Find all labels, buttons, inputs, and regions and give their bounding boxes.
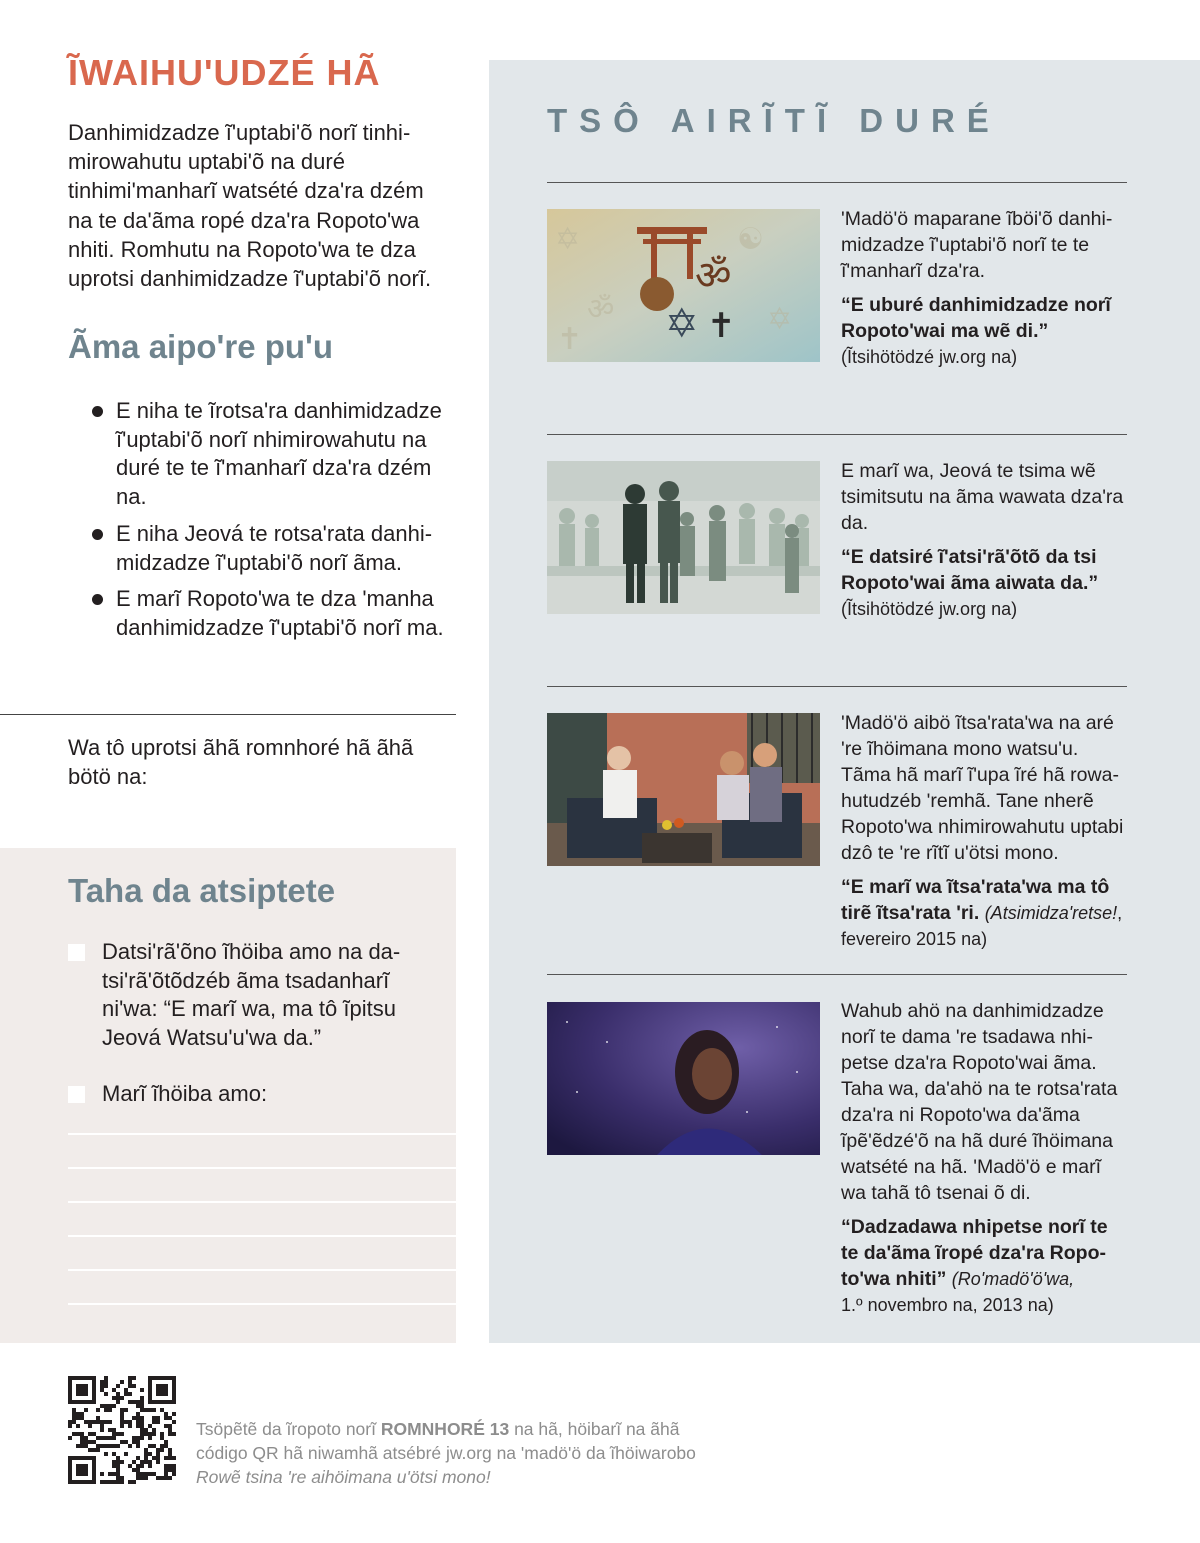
source-date: , fevereiro 2015 na) (841, 903, 1123, 949)
bullet-icon (92, 594, 103, 605)
item-quote[interactable] (841, 544, 1129, 622)
item-quote[interactable] (841, 1214, 1129, 1318)
todo-item-1 (68, 938, 438, 1052)
item-description: 'Madö'ö maparane ĩböi'õ danhimidzadze ĩ'uptabi'õ norĩ te te ĩ'manharĩ dza'ra. (841, 208, 1113, 282)
footer-book-title: Rowẽ tsina 're aihöimana u'ötsi mono! (196, 1467, 491, 1487)
item-description: E marĩ wa, Jeová te tsima wẽ tsimitsutu na ãma wawata dza'ra da. (841, 460, 1124, 534)
woman-night-sky-image[interactable] (547, 1002, 820, 1155)
divider (0, 714, 456, 715)
footer-lesson-ref: ROMNHORÉ 13 (380, 1419, 510, 1439)
svg-text:✡: ✡ (767, 302, 793, 337)
svg-text:ॐ: ॐ (695, 253, 732, 299)
quote-text: “E marĩ wa ĩtsa'rata'wa ma tô tirẽ ĩtsa'rata 'ri. (841, 876, 1110, 924)
question-list (88, 397, 454, 651)
footer-note (196, 1417, 696, 1489)
intro-paragraph: Danhimidzadze ĩ'uptabi'õ norĩ tinhimirowahutu uptabi'õ na duré tinhimi'manharĩ watsété dza'ra dzém na te da'ãma ropé dza'ra Ropoto'wa nhiti. Romhutu na Ropoto'wa te dza uprotsi danhimidzadze ĩ'uptabi'õ norĩ. (68, 120, 432, 292)
related-item-1 (841, 206, 1129, 370)
list-item (88, 585, 454, 642)
quote-text: “E datsiré ĩ'atsi'rã'õtõ da tsi Ropoto'wai ãma aiwata da.” (841, 546, 1099, 594)
footer-text-start: Tsöpẽtẽ da ĩropoto norĩ (196, 1419, 381, 1439)
footer-text-mid: na hã, höibarĩ na ãhã código QR hã niwamhã atsébré jw.org na 'madö'ö da ĩhöiwarobo (196, 1419, 696, 1463)
quote-source: (Ĩtsihötödzé jw.org na) (841, 599, 1018, 619)
source-publication: (Atsimidza'retse! (984, 903, 1118, 923)
quote-source: (Ĩtsihötödzé jw.org na) (841, 347, 1018, 367)
related-item-2 (841, 458, 1129, 622)
todo-item-text: Marĩ ĩhöiba amo: (102, 1081, 268, 1106)
quote-text: “E uburé danhimidzadze norĩ Ropoto'wai ma wẽ di.” (841, 294, 1111, 342)
item-quote[interactable] (841, 874, 1129, 952)
divider (547, 686, 1127, 687)
religions-symbols-image[interactable] (547, 209, 820, 362)
write-line[interactable] (68, 1201, 456, 1203)
todo-title: Taha da atsiptete (68, 872, 336, 909)
checkbox[interactable] (68, 944, 85, 961)
write-line[interactable] (68, 1269, 456, 1271)
bullet-icon (92, 406, 103, 417)
write-line[interactable] (68, 1167, 456, 1169)
write-line[interactable] (68, 1133, 456, 1135)
todo-item-2 (68, 1080, 438, 1109)
item-description: Wahub ahö na danhimidzadze norĩ te dama 're tsadawa nhipetse dza'ra Ropoto'wai ãma. Taha wa, da'ahö na te rotsa'rata dza'ra ni Ropoto'wa da'ãma ĩpẽ'ẽdzé'õ na hã duré ĩhöimana watsété na hã. 'Madö'ö e marĩ wa tahã tô tsenai õ di. (841, 1000, 1118, 1204)
bullet-icon (92, 529, 103, 540)
section-title: ĨWAIHU'UDZÉ HÃ (68, 52, 381, 93)
quote-text: “Dadzadawa nhipetse norĩ te te da'ãma ĩropé dza'ra Ropoto'wa nhiti” (841, 1216, 1108, 1290)
svg-text:☯: ☯ (737, 222, 764, 257)
conversation-patio-image[interactable] (547, 713, 820, 866)
write-line[interactable] (68, 1235, 456, 1237)
source-publication: (Ro'madö'ö'wa, (951, 1269, 1075, 1289)
write-line[interactable] (68, 1303, 456, 1305)
list-item-text: E marĩ Ropoto'wa te dza 'manha danhimidzadze ĩ'uptabi'õ norĩ ma. (116, 586, 444, 640)
source-date: 1.º novembro na, 2013 na) (841, 1295, 1054, 1315)
svg-text:✝: ✝ (707, 306, 736, 346)
list-item (88, 520, 454, 577)
qr-code[interactable] (68, 1376, 176, 1484)
subheading-questions: Ãma aipo're pu'u (68, 328, 334, 365)
list-item-text: E niha Jeová te rotsa'rata danhimidzadze ĩ'uptabi'õ norĩ ãma. (116, 520, 433, 575)
list-item-text: E niha te ĩrotsa'ra danhimidzadze ĩ'uptabi'õ norĩ nhimirowahutu na duré te te ĩ'manharĩ dza'ra dzém na. (116, 398, 442, 510)
related-panel (489, 60, 1200, 1343)
people-gathering-image[interactable] (547, 461, 820, 614)
related-item-3 (841, 710, 1129, 952)
divider (547, 182, 1127, 183)
svg-text:ॐ: ॐ (587, 292, 615, 327)
divider (547, 434, 1127, 435)
svg-text:✡: ✡ (665, 301, 699, 347)
svg-text:✡: ✡ (555, 222, 581, 257)
checkbox[interactable] (68, 1086, 85, 1103)
list-item (88, 397, 454, 512)
item-quote[interactable] (841, 292, 1129, 370)
related-item-4 (841, 998, 1129, 1318)
item-description: 'Madö'ö aibö ĩtsa'rata'wa na aré 're ĩhöimana mono watsu'u. Tãma hã marĩ ĩ'upa ĩré hã rowahutudzéb 'remhã. Tane nherẽ Ropoto'wa nhimirowahutu uptabi dzô te 're rĩtĩ u'ötsi mono. (841, 712, 1124, 864)
todo-box (0, 848, 456, 1343)
related-title: TSÔ AIRĨTĨ DURÉ (547, 102, 1001, 139)
svg-text:✝: ✝ (557, 322, 583, 357)
divider (547, 974, 1127, 975)
todo-item-text: Datsi'rã'õno ĩhöiba amo na datsi'rã'õtõdzéb ãma tsadanharĩ ni'wa: “E marĩ wa, ma tô ĩpitsu Jeová Watsu'u'wa da.” (102, 939, 401, 1050)
next-question-prompt: Wa tô uprotsi ãhã romnhoré hã ãhã bötö na: (68, 735, 414, 789)
